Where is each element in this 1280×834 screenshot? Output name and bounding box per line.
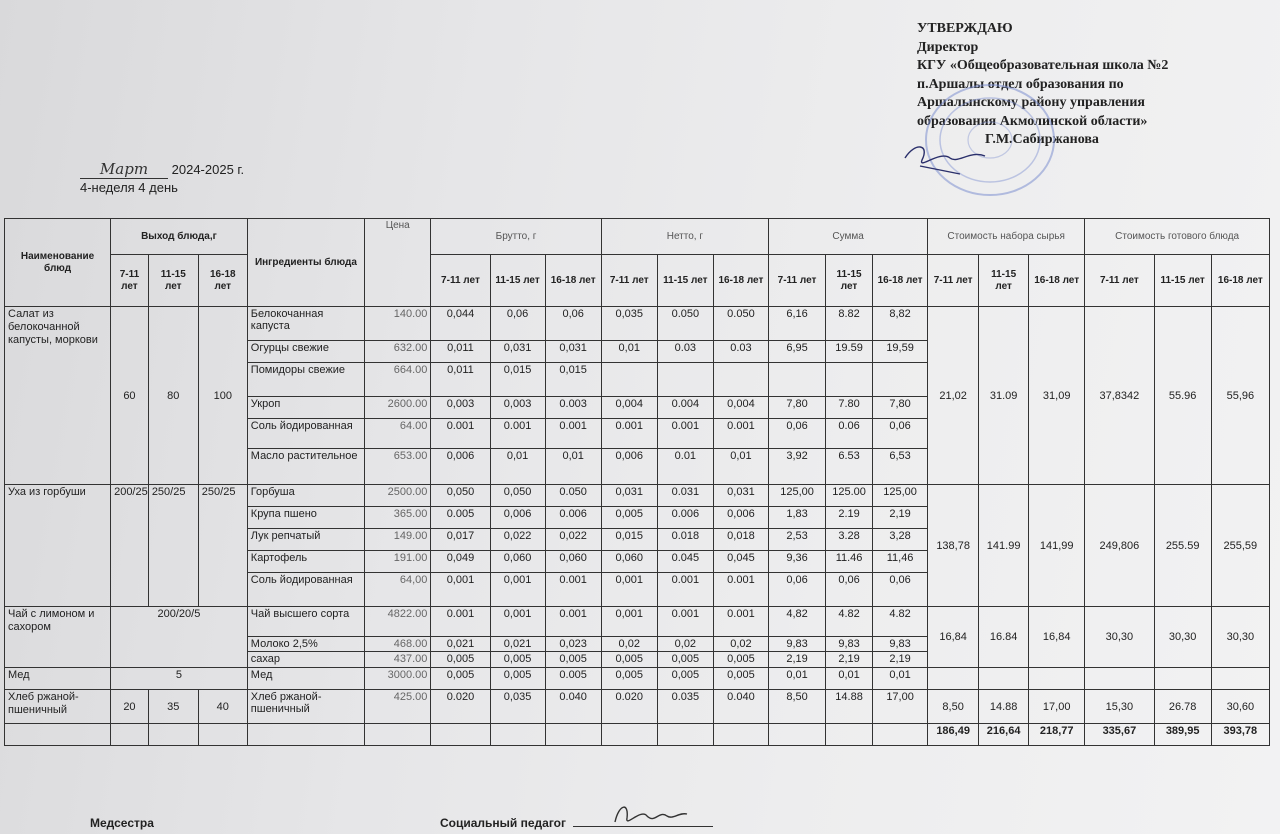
netto-value: 0.001 xyxy=(713,607,768,637)
sum-value xyxy=(826,363,873,397)
brutto-value: 0,035 xyxy=(490,690,545,724)
empty-cell xyxy=(431,724,490,746)
brutto-value: 0.050 xyxy=(545,485,601,507)
netto-value xyxy=(601,363,657,397)
netto-value: 0,006 xyxy=(601,449,657,485)
date-line xyxy=(80,160,244,179)
empty-cell xyxy=(198,724,247,746)
header-row xyxy=(5,219,1270,255)
sum-value: 9,83 xyxy=(826,637,873,652)
dish-name: Уха из горбуши xyxy=(5,485,111,607)
netto-value: 0,001 xyxy=(601,573,657,607)
brutto-value: 0,011 xyxy=(431,341,490,363)
sum-value: 11,46 xyxy=(873,551,928,573)
age-header: 16-18 лет xyxy=(545,255,601,307)
total-ready-cost: 389,95 xyxy=(1154,724,1211,746)
netto-value: 0.031 xyxy=(657,485,713,507)
director-signature xyxy=(900,140,990,180)
sum-value: 0,01 xyxy=(768,668,825,690)
age-header: 16-18 лет xyxy=(198,255,247,307)
netto-value: 0.006 xyxy=(657,507,713,529)
raw-cost-value: 16,84 xyxy=(1029,607,1085,668)
age-header: 11-15 лет xyxy=(1154,255,1211,307)
social-pedagogue-signature xyxy=(595,800,695,834)
sum-value: 0,06 xyxy=(873,573,928,607)
netto-value: 0,005 xyxy=(657,668,713,690)
total-ready-cost: 335,67 xyxy=(1085,724,1154,746)
empty-cell xyxy=(873,724,928,746)
empty-cell xyxy=(365,724,431,746)
dish-output: 5 xyxy=(111,668,248,690)
netto-value: 0.040 xyxy=(713,690,768,724)
netto-value: 0,005 xyxy=(601,652,657,668)
ingredient-name: Горбуша xyxy=(247,485,364,507)
ready-cost-value: 55.96 xyxy=(1154,307,1211,485)
approval-org-line: образования Акмолинской области» xyxy=(917,113,1148,129)
brutto-value: 0.001 xyxy=(545,607,601,637)
header-output: Выход блюда,г xyxy=(111,219,248,255)
raw-cost-value: 14.88 xyxy=(979,690,1029,724)
total-raw-cost: 216,64 xyxy=(979,724,1029,746)
month-handwritten: Март xyxy=(80,160,168,179)
ingredient-price: 149.00 xyxy=(365,529,431,551)
sum-value: 19.59 xyxy=(826,341,873,363)
netto-value: 0,005 xyxy=(713,668,768,690)
approval-org-line: п.Аршалы отдел образования по xyxy=(917,76,1124,92)
netto-value: 0,005 xyxy=(601,668,657,690)
age-header: 7-11 лет xyxy=(1085,255,1154,307)
dish-name: Чай с лимоном и сахором xyxy=(5,607,111,668)
sum-value: 3,28 xyxy=(873,529,928,551)
netto-value: 0.018 xyxy=(657,529,713,551)
ingredient-row xyxy=(5,668,1270,690)
dish-name: Мед xyxy=(5,668,111,690)
brutto-value: 0.040 xyxy=(545,690,601,724)
brutto-value: 0.001 xyxy=(431,607,490,637)
approval-signatory: Г.М.Сабиржанова xyxy=(985,132,1099,147)
brutto-value: 0,011 xyxy=(431,363,490,397)
ingredient-name: Огурцы свежие xyxy=(247,341,364,363)
brutto-value: 0,06 xyxy=(490,307,545,341)
netto-value: 0,02 xyxy=(713,637,768,652)
empty-cell xyxy=(1154,668,1211,690)
netto-value: 0.001 xyxy=(657,419,713,449)
ingredient-name: Молоко 2,5% xyxy=(247,637,364,652)
brutto-value: 0,015 xyxy=(545,363,601,397)
brutto-value: 0,021 xyxy=(490,637,545,652)
sum-value: 1,83 xyxy=(768,507,825,529)
empty-cell xyxy=(247,724,364,746)
ingredient-row xyxy=(5,690,1270,724)
ingredient-price: 3000.00 xyxy=(365,668,431,690)
netto-value: 0.01 xyxy=(657,449,713,485)
brutto-value: 0,060 xyxy=(545,551,601,573)
brutto-value: 0.020 xyxy=(431,690,490,724)
ready-cost-value: 30,60 xyxy=(1211,690,1269,724)
dish-output: 250/25 xyxy=(198,485,247,607)
netto-value: 0.001 xyxy=(601,419,657,449)
empty-cell xyxy=(545,724,601,746)
brutto-value: 0.006 xyxy=(545,507,601,529)
brutto-value: 0.001 xyxy=(490,419,545,449)
ingredient-price: 664.00 xyxy=(365,363,431,397)
netto-value: 0,005 xyxy=(601,507,657,529)
raw-cost-value: 141,99 xyxy=(1029,485,1085,607)
empty-cell xyxy=(768,724,825,746)
ingredient-row xyxy=(5,307,1270,341)
sum-value: 9,36 xyxy=(768,551,825,573)
raw-cost-value: 17,00 xyxy=(1029,690,1085,724)
sum-value: 4.82 xyxy=(873,607,928,637)
sum-value: 4,82 xyxy=(768,607,825,637)
menu-table xyxy=(4,218,1270,746)
netto-value: 0.004 xyxy=(657,397,713,419)
raw-cost-value: 16,84 xyxy=(928,607,979,668)
age-header: 7-11 лет xyxy=(601,255,657,307)
netto-value xyxy=(713,363,768,397)
header-raw-cost: Стоимость набора сырья xyxy=(928,219,1085,255)
sum-value: 0,06 xyxy=(826,573,873,607)
brutto-value: 0,050 xyxy=(431,485,490,507)
sum-value: 2,19 xyxy=(826,652,873,668)
sum-value: 0,06 xyxy=(768,419,825,449)
netto-value: 0,01 xyxy=(601,341,657,363)
dish-output: 250/25 xyxy=(148,485,198,607)
netto-value: 0,015 xyxy=(601,529,657,551)
netto-value xyxy=(657,363,713,397)
brutto-value: 0,005 xyxy=(545,652,601,668)
age-header: 16-18 лет xyxy=(1211,255,1269,307)
ingredient-row xyxy=(5,485,1270,507)
brutto-value: 0,005 xyxy=(431,668,490,690)
sum-value: 2,19 xyxy=(873,507,928,529)
brutto-value: 0,006 xyxy=(431,449,490,485)
age-header: 11-15 лет xyxy=(657,255,713,307)
ingredient-price: 2500.00 xyxy=(365,485,431,507)
ingredient-name: Крупа пшено xyxy=(247,507,364,529)
sum-value: 2,53 xyxy=(768,529,825,551)
raw-cost-value: 16.84 xyxy=(979,607,1029,668)
netto-value: 0.035 xyxy=(657,690,713,724)
brutto-value: 0,001 xyxy=(490,607,545,637)
sum-value: 6,95 xyxy=(768,341,825,363)
approval-position: Директор xyxy=(917,39,979,55)
ingredient-price: 4822.00 xyxy=(365,607,431,637)
netto-value: 0,02 xyxy=(601,637,657,652)
header-brutto: Брутто, г xyxy=(431,219,601,255)
ingredient-price: 64.00 xyxy=(365,419,431,449)
sum-value: 0.06 xyxy=(826,419,873,449)
empty-cell xyxy=(1029,668,1085,690)
brutto-value: 0.001 xyxy=(545,419,601,449)
age-header: 11-15 лет xyxy=(979,255,1029,307)
sum-value: 7,80 xyxy=(873,397,928,419)
empty-cell xyxy=(1211,668,1269,690)
raw-cost-value: 141.99 xyxy=(979,485,1029,607)
age-header: 7-11 лет xyxy=(431,255,490,307)
sum-value: 7.80 xyxy=(826,397,873,419)
sum-value: 0,06 xyxy=(768,573,825,607)
sum-value: 9,83 xyxy=(873,637,928,652)
sum-value: 17,00 xyxy=(873,690,928,724)
brutto-value: 0,001 xyxy=(490,573,545,607)
nurse-label: Медсестра xyxy=(90,816,154,830)
brutto-value: 0,006 xyxy=(490,507,545,529)
age-header: 11-15 лет xyxy=(148,255,198,307)
netto-value: 0.001 xyxy=(713,573,768,607)
ready-cost-value: 30,30 xyxy=(1154,607,1211,668)
netto-value: 0.050 xyxy=(713,307,768,341)
raw-cost-value: 8,50 xyxy=(928,690,979,724)
ingredient-name: Чай высшего сорта xyxy=(247,607,364,637)
social-pedagogue-text: Социальный педагог xyxy=(440,816,567,830)
age-header: 7-11 лет xyxy=(928,255,979,307)
brutto-value: 0.001 xyxy=(545,573,601,607)
brutto-value: 0,005 xyxy=(431,652,490,668)
dish-output: 40 xyxy=(198,690,247,724)
raw-cost-value: 31,09 xyxy=(1029,307,1085,485)
ingredient-price: 191.00 xyxy=(365,551,431,573)
brutto-value: 0,060 xyxy=(490,551,545,573)
ready-cost-value: 249,806 xyxy=(1085,485,1154,607)
sum-value: 125,00 xyxy=(873,485,928,507)
dish-name: Салат из белокочанной капусты, моркови xyxy=(5,307,111,485)
netto-value: 0,035 xyxy=(601,307,657,341)
ready-cost-value: 255,59 xyxy=(1211,485,1269,607)
sum-value: 0,06 xyxy=(873,419,928,449)
ingredient-name: Картофель xyxy=(247,551,364,573)
empty-cell xyxy=(826,724,873,746)
brutto-value: 0,005 xyxy=(490,652,545,668)
total-raw-cost: 186,49 xyxy=(928,724,979,746)
approval-org-line: КГУ «Общеобразовательная школа №2 xyxy=(917,58,1169,73)
empty-cell xyxy=(601,724,657,746)
school-year: 2024-2025 г. xyxy=(171,162,245,177)
age-header: 7-11 лет xyxy=(111,255,149,307)
ingredient-price: 632.00 xyxy=(365,341,431,363)
sum-value: 0,01 xyxy=(826,668,873,690)
ingredient-price: 2600.00 xyxy=(365,397,431,419)
sum-value: 8,82 xyxy=(873,307,928,341)
total-raw-cost: 218,77 xyxy=(1029,724,1085,746)
header-dish: Наименование блюд xyxy=(5,219,111,307)
brutto-value: 0,005 xyxy=(490,668,545,690)
sum-value xyxy=(768,363,825,397)
sum-value: 14.88 xyxy=(826,690,873,724)
netto-value: 0,004 xyxy=(601,397,657,419)
empty-cell xyxy=(928,668,979,690)
ready-cost-value: 30,30 xyxy=(1085,607,1154,668)
netto-value: 0.001 xyxy=(713,419,768,449)
netto-value: 0,005 xyxy=(657,652,713,668)
netto-value: 0,001 xyxy=(601,607,657,637)
empty-cell xyxy=(1085,668,1154,690)
ready-cost-value: 255.59 xyxy=(1154,485,1211,607)
ingredient-price: 468.00 xyxy=(365,637,431,652)
age-header: 11-15 лет xyxy=(826,255,873,307)
brutto-value: 0.005 xyxy=(545,668,601,690)
ingredient-name: сахар xyxy=(247,652,364,668)
week-day: 4-неделя 4 день xyxy=(80,180,178,195)
brutto-value: 0,022 xyxy=(490,529,545,551)
brutto-value: 0,01 xyxy=(545,449,601,485)
ingredient-row xyxy=(5,607,1270,637)
brutto-value: 0,01 xyxy=(490,449,545,485)
sum-value: 11.46 xyxy=(826,551,873,573)
sum-value: 3,92 xyxy=(768,449,825,485)
age-header: 16-18 лет xyxy=(1029,255,1085,307)
total-ready-cost: 393,78 xyxy=(1211,724,1269,746)
dish-output: 200/20/5 xyxy=(111,607,248,668)
brutto-value: 0,003 xyxy=(490,397,545,419)
menu-body xyxy=(5,307,1270,746)
netto-value: 0,060 xyxy=(601,551,657,573)
dish-output: 35 xyxy=(148,690,198,724)
sum-value: 6,16 xyxy=(768,307,825,341)
netto-value: 0,01 xyxy=(713,449,768,485)
brutto-value: 0,017 xyxy=(431,529,490,551)
dish-output: 80 xyxy=(148,307,198,485)
netto-value: 0,045 xyxy=(713,551,768,573)
sum-value: 125.00 xyxy=(826,485,873,507)
ingredient-name: Укроп xyxy=(247,397,364,419)
netto-value: 0,031 xyxy=(601,485,657,507)
raw-cost-value: 31.09 xyxy=(979,307,1029,485)
ingredient-price: 140.00 xyxy=(365,307,431,341)
dish-output: 60 xyxy=(111,307,149,485)
brutto-value: 0,003 xyxy=(431,397,490,419)
dish-output: 100 xyxy=(198,307,247,485)
dish-output: 20 xyxy=(111,690,149,724)
header-sum: Сумма xyxy=(768,219,927,255)
ingredient-price: 653.00 xyxy=(365,449,431,485)
brutto-value: 0,050 xyxy=(490,485,545,507)
empty-cell xyxy=(148,724,198,746)
age-header: 16-18 лет xyxy=(713,255,768,307)
ready-cost-value: 26.78 xyxy=(1154,690,1211,724)
ready-cost-value: 30,30 xyxy=(1211,607,1269,668)
empty-cell xyxy=(979,668,1029,690)
approval-org-line: Аршалынскому району управления xyxy=(917,95,1145,110)
netto-value: 0.045 xyxy=(657,551,713,573)
age-header: 11-15 лет xyxy=(490,255,545,307)
netto-value: 0.03 xyxy=(713,341,768,363)
sum-value: 2,19 xyxy=(873,652,928,668)
ready-cost-value: 37,8342 xyxy=(1085,307,1154,485)
ingredient-name: Помидоры свежие xyxy=(247,363,364,397)
sum-value: 7,80 xyxy=(768,397,825,419)
ready-cost-value: 15,30 xyxy=(1085,690,1154,724)
sum-value: 9,83 xyxy=(768,637,825,652)
sum-value: 0,01 xyxy=(873,668,928,690)
ingredient-name: Белокочанная капуста xyxy=(247,307,364,341)
sum-value: 2.19 xyxy=(826,507,873,529)
netto-value: 0,031 xyxy=(713,485,768,507)
ingredient-price: 425.00 xyxy=(365,690,431,724)
brutto-value: 0,015 xyxy=(490,363,545,397)
sum-value: 125,00 xyxy=(768,485,825,507)
sum-value: 6,53 xyxy=(873,449,928,485)
netto-value: 0,004 xyxy=(713,397,768,419)
sum-value: 6.53 xyxy=(826,449,873,485)
netto-value: 0.001 xyxy=(657,573,713,607)
dish-name: Хлеб ржаной-пшеничный xyxy=(5,690,111,724)
brutto-value: 0,031 xyxy=(490,341,545,363)
ingredient-name: Лук репчатый xyxy=(247,529,364,551)
ingredient-price: 365.00 xyxy=(365,507,431,529)
brutto-value: 0.003 xyxy=(545,397,601,419)
empty-cell xyxy=(713,724,768,746)
brutto-value: 0,06 xyxy=(545,307,601,341)
brutto-value: 0,049 xyxy=(431,551,490,573)
brutto-value: 0,022 xyxy=(545,529,601,551)
ingredient-name: Мед xyxy=(247,668,364,690)
raw-cost-value: 21,02 xyxy=(928,307,979,485)
brutto-value: 0,044 xyxy=(431,307,490,341)
sum-value: 8,50 xyxy=(768,690,825,724)
totals-row xyxy=(5,724,1270,746)
sum-value: 2,19 xyxy=(768,652,825,668)
empty-cell xyxy=(490,724,545,746)
ingredient-name: Соль йодированная xyxy=(247,573,364,607)
brutto-value: 0.001 xyxy=(431,419,490,449)
brutto-value: 0,021 xyxy=(431,637,490,652)
sum-value: 8.82 xyxy=(826,307,873,341)
header-ingredients: Ингредиенты блюда xyxy=(247,219,364,307)
ingredient-name: Масло растительное xyxy=(247,449,364,485)
age-header-row xyxy=(5,255,1270,307)
approval-title: УТВЕРЖДАЮ xyxy=(917,21,1013,36)
empty-cell xyxy=(657,724,713,746)
ingredient-price: 64,00 xyxy=(365,573,431,607)
brutto-value: 0,001 xyxy=(431,573,490,607)
sum-value: 19,59 xyxy=(873,341,928,363)
netto-value: 0.050 xyxy=(657,307,713,341)
ingredient-name: Хлеб ржаной-пшеничный xyxy=(247,690,364,724)
raw-cost-value: 138,78 xyxy=(928,485,979,607)
netto-value: 0.03 xyxy=(657,341,713,363)
sum-value: 3.28 xyxy=(826,529,873,551)
brutto-value: 0,031 xyxy=(545,341,601,363)
netto-value: 0.001 xyxy=(657,607,713,637)
empty-cell xyxy=(5,724,111,746)
header-netto: Нетто, г xyxy=(601,219,768,255)
netto-value: 0,018 xyxy=(713,529,768,551)
ingredient-name: Соль йодированная xyxy=(247,419,364,449)
netto-value: 0,005 xyxy=(713,652,768,668)
empty-cell xyxy=(111,724,149,746)
ingredient-price: 437.00 xyxy=(365,652,431,668)
netto-value: 0,02 xyxy=(657,637,713,652)
sum-value: 4.82 xyxy=(826,607,873,637)
netto-value: 0,006 xyxy=(713,507,768,529)
age-header: 16-18 лет xyxy=(873,255,928,307)
brutto-value: 0,023 xyxy=(545,637,601,652)
brutto-value: 0.005 xyxy=(431,507,490,529)
age-header: 7-11 лет xyxy=(768,255,825,307)
sum-value xyxy=(873,363,928,397)
header-ready-cost: Стоимость готового блюда xyxy=(1085,219,1270,255)
header-price: Цена xyxy=(365,219,431,307)
netto-value: 0.020 xyxy=(601,690,657,724)
ready-cost-value: 55,96 xyxy=(1211,307,1269,485)
dish-output: 200/25 xyxy=(111,485,149,607)
